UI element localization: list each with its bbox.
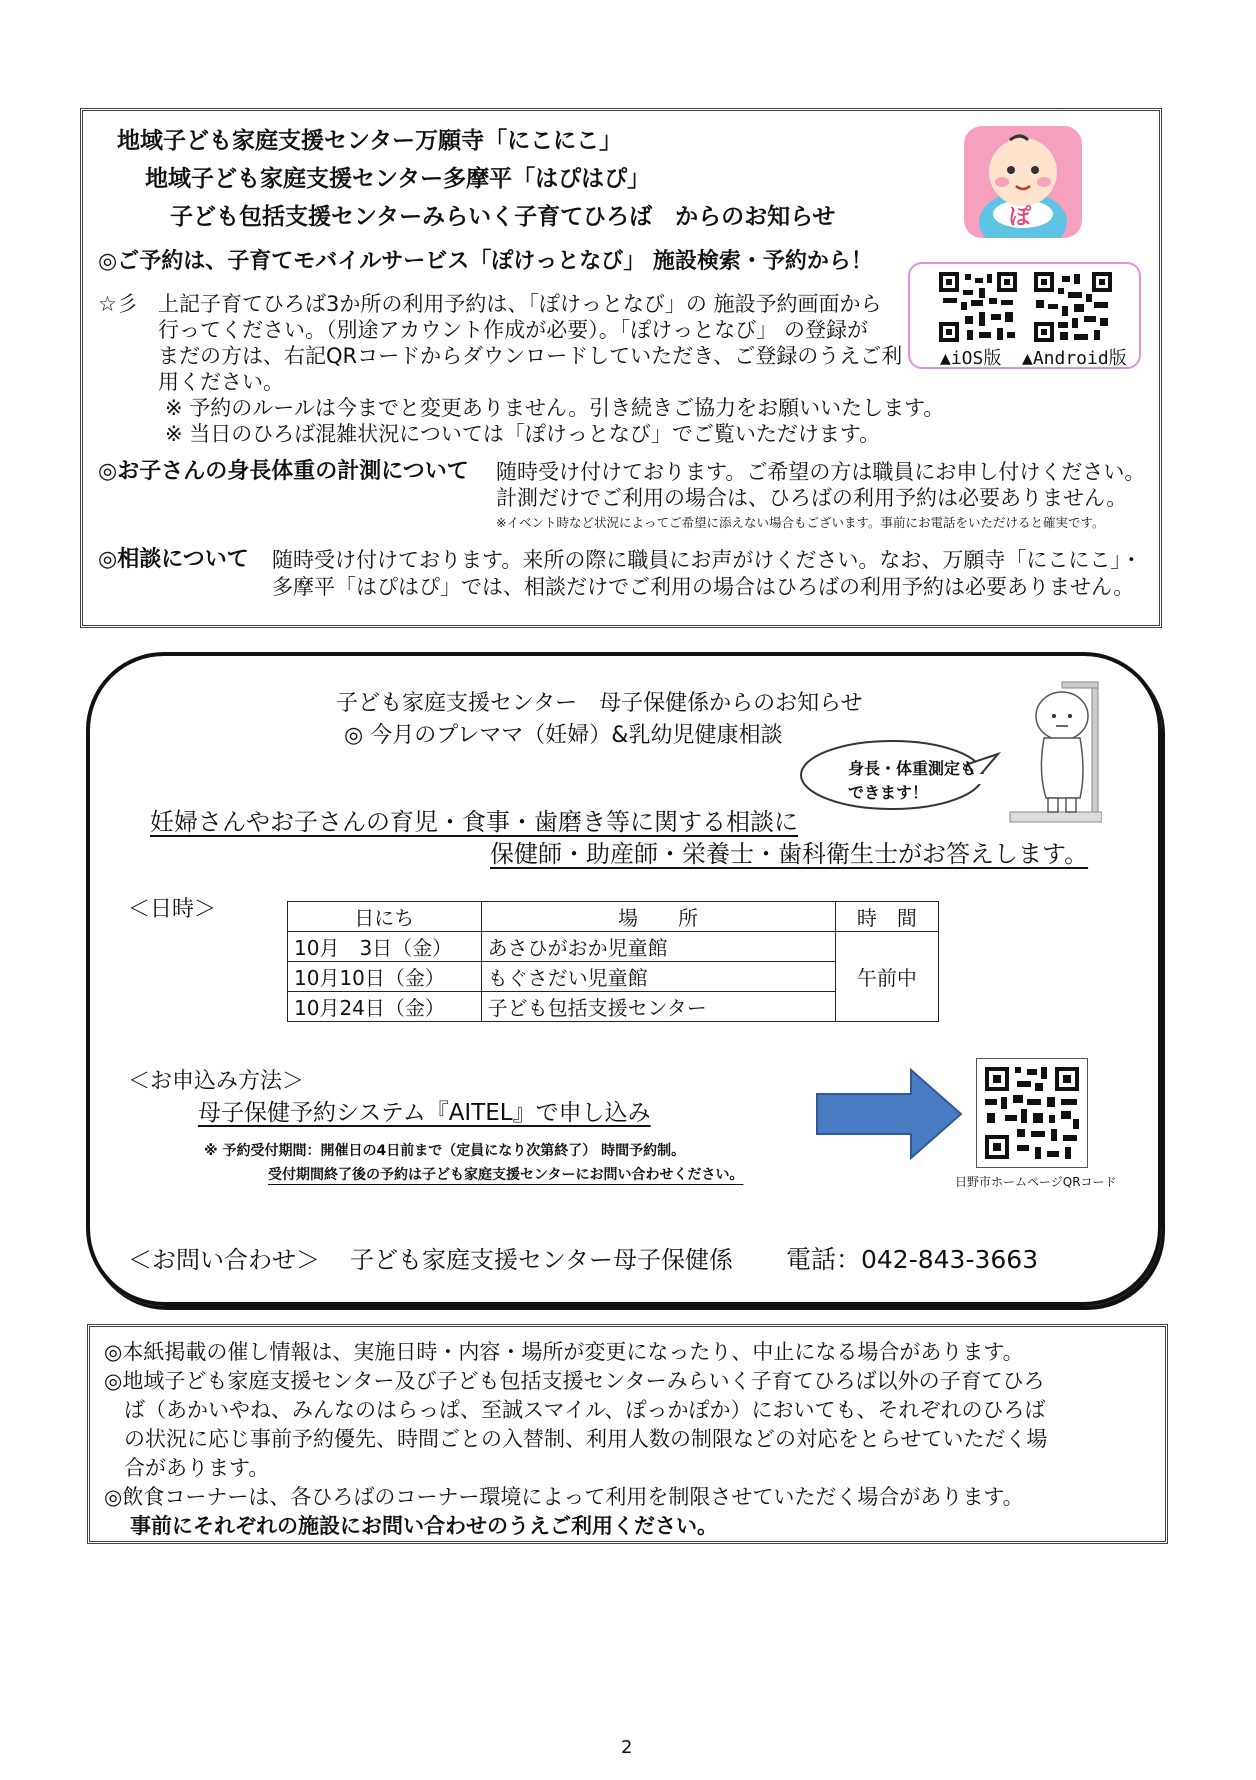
qr-caption: 日野市ホームページQRコード: [955, 1175, 1117, 1189]
general-line-4: の状況に応じ事前予約優先、時間ごとの入替制、利用人数の制限などの対応をとらせていただく場: [124, 1427, 1048, 1451]
row-place: もぐさだい児童館: [481, 962, 835, 992]
schedule-table: [287, 901, 939, 1022]
measuring-figure-illustration: [800, 676, 1102, 826]
apply-label: ＜お申込み方法＞: [128, 1069, 305, 1094]
title-line-3: 子ども包括支援センターみらいく子育てひろば からのお知らせ: [170, 204, 836, 230]
lead-line-2: 保健師・助産師・栄養士・歯科衛生士がお答えします。: [490, 840, 1089, 868]
reservation-line-2: 行ってください。（別途アカウント作成が必要）。「ぽけっとなび」 の登録が: [158, 318, 868, 342]
bubble-line-1: 身長・体重測定も: [848, 759, 977, 778]
general-line-6: ◎飲食コーナーは、各ひろばのコーナー環境によって利用を制限させていただく場合があります。: [104, 1485, 1024, 1509]
apply-note-1: ※ 予約受付期間：開催日の4日前まで（定員になり次第終了） 時間予約制。: [204, 1143, 686, 1159]
app-qr-panel: [908, 262, 1141, 369]
contact-org: 子ども家庭支援センター母子保健係: [350, 1246, 734, 1274]
header-place: 場 所: [481, 902, 835, 932]
ios-qr-code-icon[interactable]: [939, 272, 1017, 342]
header-date: 日にち: [288, 902, 482, 932]
lead-line-1: 妊婦さんやお子さんの育児・食事・歯磨き等に関する相談に: [150, 808, 798, 836]
row-date: 10月24日（金）: [288, 992, 482, 1022]
arrow-right-icon: [815, 1068, 965, 1160]
android-qr-code-icon[interactable]: [1034, 272, 1112, 342]
maternal-title: 子ども家庭支援センター 母子保健係からのお知らせ: [336, 691, 863, 716]
row-place: あさひがおか児童館: [481, 932, 835, 962]
title-line-1: 地域子ども家庭支援センター万願寺「にこにこ」: [117, 128, 623, 154]
consult-line-2: 多摩平「はぴはぴ」では、相談だけでご利用の場合はひろばの利用予約は必要ありません。: [272, 575, 1135, 599]
row-time: 午前中: [835, 932, 938, 1022]
reservation-note-2: ※ 当日のひろば混雑状況については「ぽけっとなび」でご覧いただけます。: [165, 422, 881, 446]
pocketnavi-app-icon: [964, 126, 1082, 238]
measure-line-2: 計測だけでご利用の場合は、ひろばの利用予約は必要ありません。: [496, 486, 1128, 510]
maternal-subtitle: ◎ 今月のプレママ（妊婦）&乳幼児健康相談: [344, 723, 783, 748]
consult-heading: ◎相談について: [98, 547, 249, 572]
header-time: 時 間: [835, 902, 938, 932]
general-line-1: ◎本紙掲載の催し情報は、実施日時・内容・場所が変更になったり、中止になる場合があります。: [104, 1340, 1024, 1364]
contact-phone: 電話：042-843-3663: [786, 1245, 1039, 1274]
page-number: 2: [621, 1737, 633, 1758]
measure-note: ※イベント時など状況によってご希望に添えない場合もございます。事前にお電話をいただけると確実です。: [496, 515, 1105, 530]
reservation-heading: ◎ご予約は、子育てモバイルサービス「ぽけっとなび」 施設検索・予約から！: [98, 249, 873, 274]
general-line-2: ◎地域子ども家庭支援センター及び子ども包括支援センターみらいく子育てひろば以外の子育てひろ: [104, 1369, 1045, 1393]
table-row: [288, 932, 939, 962]
contact-label: ＜お問い合わせ＞: [128, 1246, 320, 1274]
measure-line-1: 随時受け付けております。ご希望の方は職員にお申し付けください。: [496, 460, 1146, 484]
reservation-note-1: ※ 予約のルールは今までと変更ありません。引き続きご協力をお願いいたします。: [165, 396, 945, 420]
reservation-line-4: 用ください。: [158, 370, 284, 394]
measure-heading: ◎お子さんの身長体重の計測について: [98, 459, 469, 484]
row-date: 10月10日（金）: [288, 962, 482, 992]
apply-system: 母子保健予約システム『AITEL』で申し込み: [198, 1100, 651, 1126]
table-header-row: [288, 902, 939, 932]
general-line-3: ば（あかいやね、みんなのはらっぱ、至誠スマイル、ぽっかぽか）においても、それぞれのひろば: [124, 1398, 1046, 1422]
hino-city-qr-code-icon[interactable]: [976, 1058, 1088, 1168]
reservation-mark: ☆彡: [98, 292, 138, 316]
title-line-2: 地域子ども家庭支援センター多摩平「はぴはぴ」: [145, 166, 651, 192]
reservation-line-1: 上記子育てひろば3か所の利用予約は、「ぽけっとなび」の 施設予約画面から: [158, 292, 882, 316]
apply-note-2: 受付期間終了後の予約は子ども家庭支援センターにお問い合わせください。: [268, 1167, 744, 1183]
consult-line-1: 随時受け付けております。来所の際に職員にお声がけください。なお、万願寺「にこにこ」・: [272, 548, 1142, 572]
datetime-label: ＜日時＞: [128, 897, 217, 922]
general-line-5: 合があります。: [124, 1456, 270, 1480]
qr-ios-label: ▲iOS版: [940, 348, 1002, 369]
general-line-7: 事前にそれぞれの施設にお問い合わせのうえご利用ください。: [130, 1514, 718, 1538]
app-icon-letter: ぽ: [1009, 205, 1032, 230]
bubble-line-2: できます！: [848, 783, 929, 802]
row-date: 10月 3日（金）: [288, 932, 482, 962]
reservation-line-3: まだの方は、右記QRコードからダウンロードしていただき、ご登録のうえご利: [158, 344, 903, 368]
row-place: 子ども包括支援センター: [481, 992, 835, 1022]
qr-android-label: ▲Android版: [1022, 348, 1127, 369]
